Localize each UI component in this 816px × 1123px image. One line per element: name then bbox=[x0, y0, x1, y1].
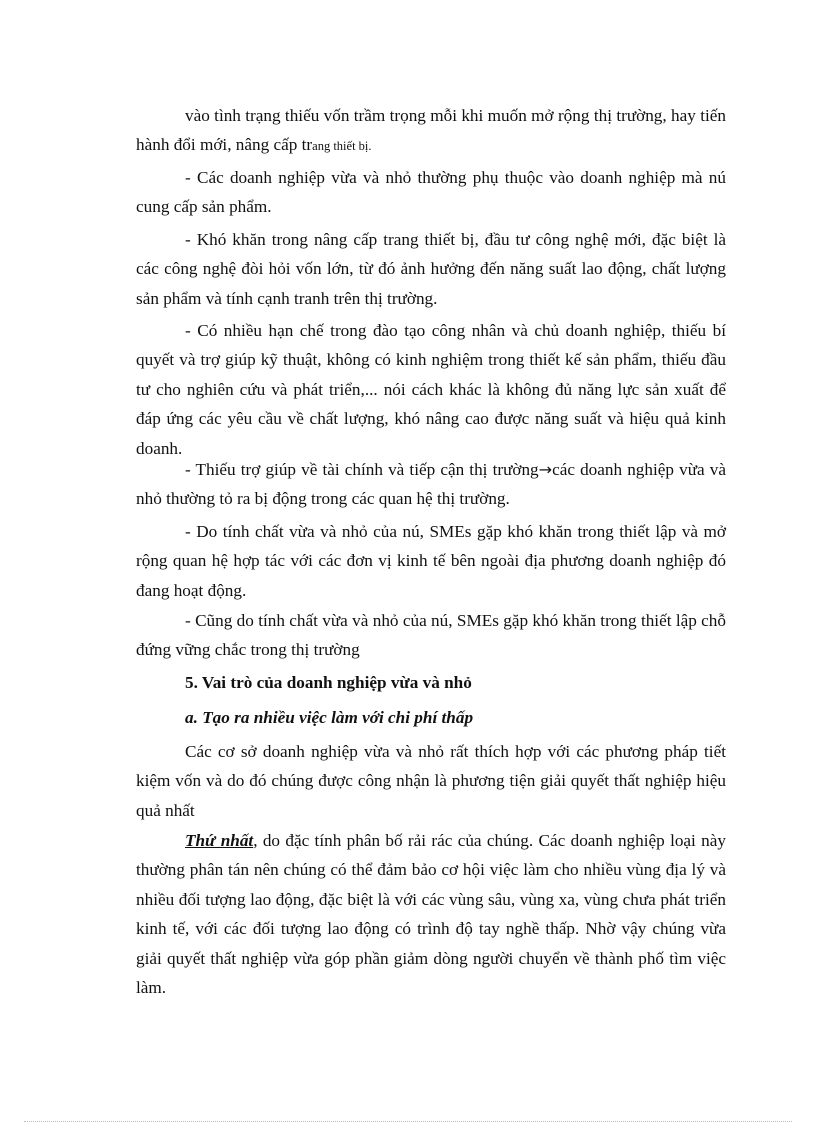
paragraph-finance-support bbox=[136, 455, 726, 514]
paragraph-text: vào tình trạng thiếu vốn trầm trọng mỗi khi muốn mở rộng thị trường, hay tiến hành đổi mới, nâng cấp tr bbox=[136, 106, 726, 155]
section-heading: 5. Vai trò của doanh nghiệp vừa và nhỏ bbox=[185, 673, 472, 692]
arrow-right-icon: → bbox=[538, 460, 553, 479]
paragraph-first-point bbox=[136, 826, 726, 1002]
page-bottom-divider bbox=[24, 1121, 792, 1122]
paragraph-upgrade-difficulty: - Khó khăn trong nâng cấp trang thiết bị, đầu tư công nghệ mới, đặc biệt là các công nghệ đòi hỏi vốn lớn, từ đó ảnh hưởng đến năng suất lao động, chất lượng sản phẩm và tính cạnh tranh trên thị trường. bbox=[136, 230, 726, 308]
paragraph-capital-shortage bbox=[136, 101, 726, 162]
paragraph-market-position: - Cũng do tính chất vừa và nhỏ của nú, SMEs gặp khó khăn trong thiết lập chỗ đứng vững chắc trong thị trường bbox=[136, 611, 726, 660]
paragraph-small-text: ang thiết bị. bbox=[312, 139, 372, 154]
subsection-heading: a. Tạo ra nhiều việc làm với chi phí thấp bbox=[185, 708, 474, 727]
paragraph-text: , do đặc tính phân bố rải rác của chúng. Các doanh nghiệp loại này thường phân tán nên chúng có thể đảm bảo cơ hội việc làm cho nhiều vùng địa lý và nhiều đối tượng lao động, đặc biệt là với các vùng sâu, vùng xa, vùng chưa phát triển kinh tế, với các đối tượng lao động có trình độ tay nghề thấp. Nhờ vậy chúng vừa giải quyết thất nghiệp vừa góp phần giảm dòng người chuyển về thành phố tìm việc làm. bbox=[136, 831, 726, 998]
paragraph-text: - Thiếu trợ giúp về tài chính và tiếp cận thị trường bbox=[185, 460, 539, 479]
paragraph-training-limits: - Có nhiều hạn chế trong đào tạo công nhân và chủ doanh nghiệp, thiếu bí quyết và trợ giúp kỹ thuật, không có kinh nghiệm trong thiết kế sản phẩm, thiếu đầu tư cho nghiên cứu và phát triển,... nói cách khác là không đủ năng lực sản xuất để đáp ứng các yêu cầu về chất lượng, khó nâng cao được năng suất và hiệu quả kinh doanh. bbox=[136, 321, 726, 458]
paragraph-dependence: - Các doanh nghiệp vừa và nhỏ thường phụ thuộc vào doanh nghiệp mà nú cung cấp sản phẩm. bbox=[136, 168, 726, 217]
paragraph-capital-saving: Các cơ sở doanh nghiệp vừa và nhỏ rất thích hợp với các phương pháp tiết kiệm vốn và do đó chúng được công nhận là phương tiện giải quyết thất nghiệp hiệu quả nhất bbox=[136, 742, 726, 820]
paragraph-cooperation: - Do tính chất vừa và nhỏ của nú, SMEs gặp khó khăn trong thiết lập và mở rộng quan hệ hợp tác với các đơn vị kinh tế bên ngoài địa phương doanh nghiệp đó đang hoạt động. bbox=[136, 522, 726, 600]
paragraph-text: các doanh nghiệp vừa và nhỏ thường tỏ ra bị động trong các quan hệ thị trường. bbox=[136, 460, 726, 509]
lead-term: Thứ nhất bbox=[185, 831, 254, 850]
